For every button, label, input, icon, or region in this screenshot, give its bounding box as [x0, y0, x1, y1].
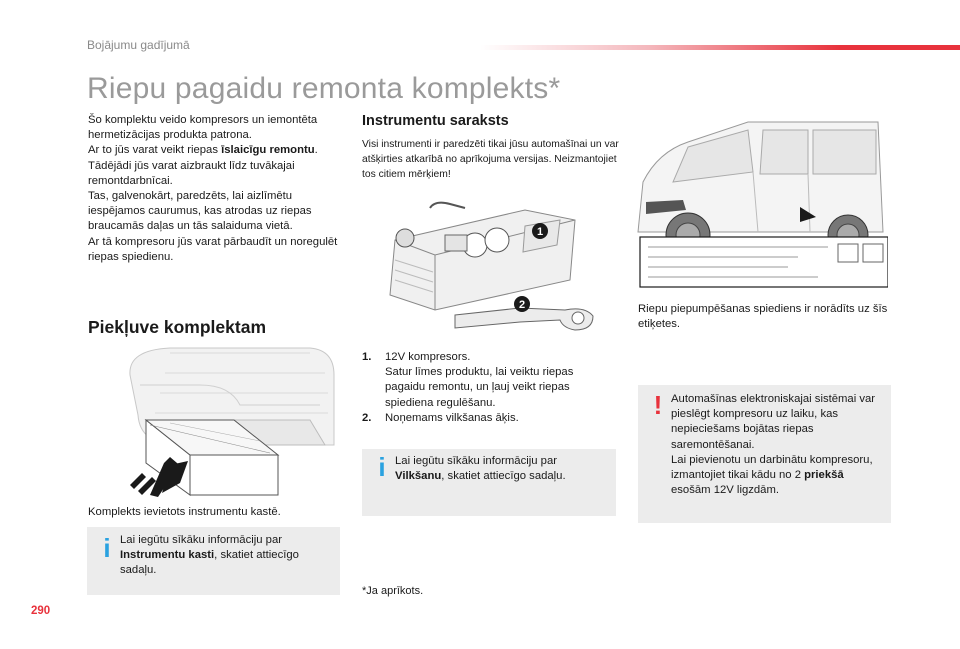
access-heading: Piekļuve komplektam	[88, 317, 266, 337]
intro-paragraph-1: Šo komplektu veido kompresors un iemontēta hermetizācijas produkta patrona.	[88, 114, 318, 142]
svg-text:2: 2	[518, 299, 526, 311]
info-box-toolbox-text: Lai iegūtu sīkāku informāciju par Instrumentu kasti, skatiet attiecīgo sadaļu.	[120, 534, 299, 577]
info-box-toolbox	[87, 527, 340, 595]
callout-2-icon	[514, 296, 530, 312]
compressor-kit-illustration	[375, 200, 615, 340]
callout-1-icon	[532, 223, 548, 239]
warning-box-text: Automašīnas elektroniskajai sistēmai var pieslēgt kompresoru uz laiku, kas nepieciešams bojātas riepas saremontēšanai. Lai pievienotu un darbinātu kompresoru, izmantojiet tikai kādu no 2 priekšā esošām 12V ligzdām.	[671, 393, 876, 497]
warning-box-compressor	[638, 385, 891, 523]
section-header: Bojājumu gadījumā	[87, 38, 190, 52]
seat-storage-illustration	[110, 345, 338, 503]
tool-item: 2. Noņemams vilkšanas āķis.	[362, 411, 519, 424]
info-icon: i	[103, 533, 111, 563]
intro-paragraph-2: Ar to jūs varat veikt riepas īslaicīgu remontu. Tādējādi jūs varat aizbraukt līdz tuvākajai remontdarbnīcai.	[88, 144, 318, 187]
header-accent-line	[480, 45, 960, 50]
van-tire-label-illustration	[628, 112, 888, 292]
tools-list	[362, 350, 612, 426]
svg-text:1: 1	[536, 226, 544, 238]
page-title: Riepu pagaidu remonta komplekts*	[87, 72, 561, 105]
intro-paragraph-3: Tas, galvenokārt, paredzēts, lai aizlīmētu iespējamos caurumus, kas atrodas uz riepas braucamās daļas un tās salaiduma vietā.	[88, 190, 312, 233]
intro-text	[88, 113, 348, 265]
page-number: 290	[31, 605, 51, 617]
tools-heading: Instrumentu saraksts	[362, 113, 509, 129]
kit-location-caption: Komplekts ievietots instrumentu kastē.	[88, 506, 281, 518]
tool-item: 1. 12V kompresors. Satur līmes produktu, lai veiktu riepas pagaidu remontu, un ļauj veikt riepas spiediena regulēšanu.	[362, 351, 574, 409]
info-box-towing-text: Lai iegūtu sīkāku informāciju par Vilkšanu, skatiet attiecīgo sadaļu.	[395, 455, 566, 483]
tools-intro: Visi instrumenti ir paredzēti tikai jūsu automašīnai un var atšķirties atkarībā no aprīkojuma versijas. Neizmantojiet tos citiem mērķiem!	[362, 139, 619, 181]
intro-paragraph-4: Ar tā kompresoru jūs varat pārbaudīt un noregulēt riepas spiedienu.	[88, 235, 338, 263]
pressure-label-text: Riepu piepumpēšanas spiediens ir norādīts uz šīs etiķetes.	[638, 303, 888, 331]
footnote: *Ja aprīkots.	[362, 585, 424, 597]
warning-icon: !	[653, 390, 663, 420]
info-icon: i	[378, 452, 386, 482]
info-box-towing	[362, 449, 616, 516]
